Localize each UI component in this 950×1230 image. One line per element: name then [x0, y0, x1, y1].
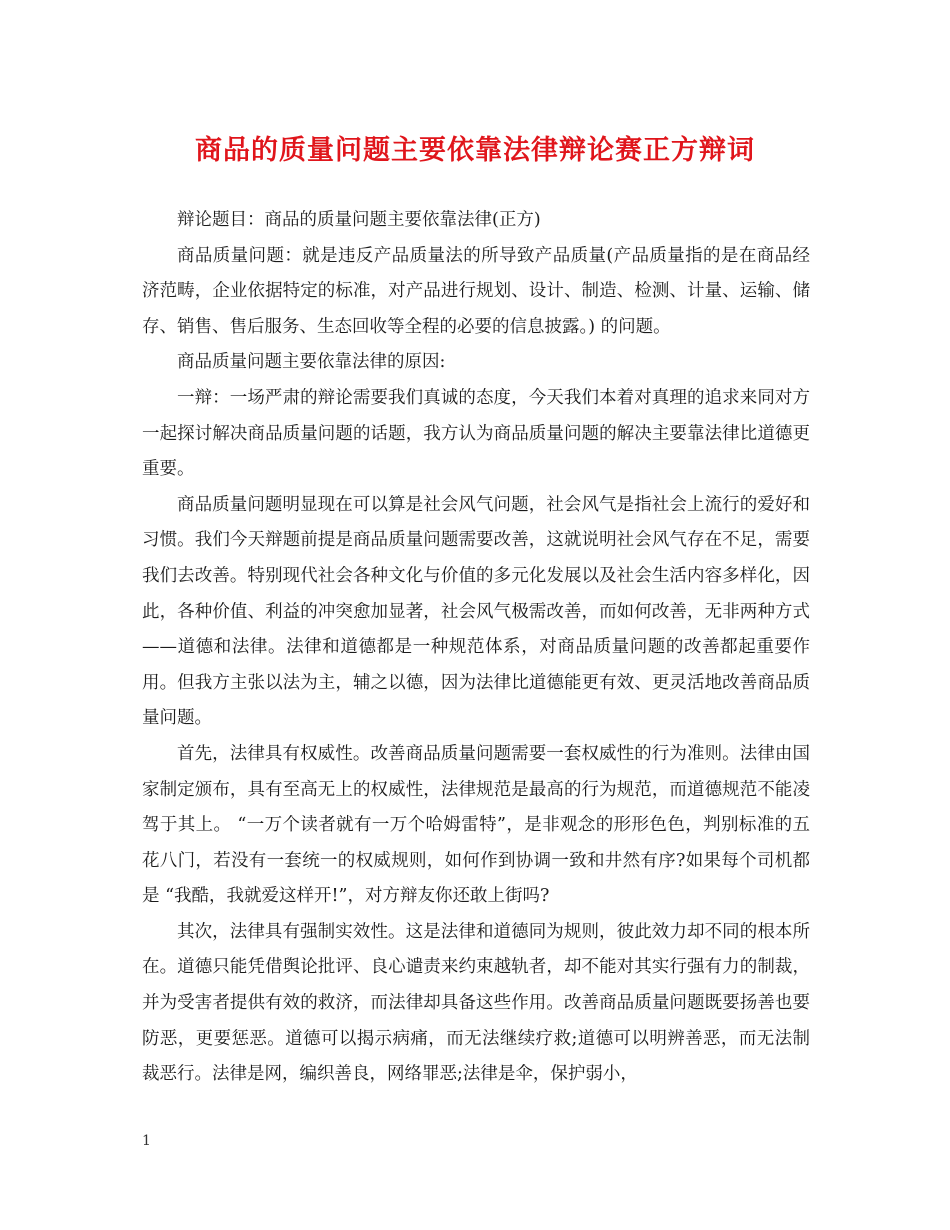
paragraph-first-debater: 一辩：一场严肃的辩论需要我们真诚的态度，今天我们本着对真理的追求来同对方一起探讨解决商品质量问题的话题，我方认为商品质量问题的解决主要靠法律比道德更重要。 — [142, 387, 810, 480]
paragraph-authority: 首先，法律具有权威性。改善商品质量问题需要一套权威性的行为准则。法律由国家制定颁布，具有至高无上的权威性，法律规范是最高的行为规范，而道德规范不能凌驾于其上。 “一万个读者就有一万个哈姆雷特”，是非观念的形形色色，判别标准的五花八门，若没有一套统一的权威规则，如何作到协调一致和井然有序?如果每个司机都是 “我酷，我就爱这样开!”，对方辩友你还敢上街吗? — [142, 743, 810, 907]
document-title: 商品的质量问题主要依靠法律辩论赛正方辩词 — [195, 135, 755, 166]
paragraph-reasons-heading: 商品质量问题主要依靠法律的原因: — [177, 352, 446, 373]
paragraph-debate-topic: 辩论题目：商品的质量问题主要依靠法律(正方) — [177, 210, 541, 230]
paragraph-definition: 商品质量问题：就是违反产品质量法的所导致产品质量(产品质量指的是在商品经济范畴，企业依据特定的标准，对产品进行规划、设计、制造、检测、计量、运输、储存、销售、售后服务、生态回收等全程的必要的信息披露。) 的问题。 — [142, 245, 810, 337]
paragraph-enforcement: 其次，法律具有强制实效性。这是法律和道德同为规则，彼此效力却不同的根本所在。道德只能凭借舆论批评、良心谴责来约束越轨者，却不能对其实行强有力的制裁，并为受害者提供有效的救济，而法律却具备这些作用。改善商品质量问题既要扬善也要防恶，更要惩恶。道德可以揭示病痛，而无法继续疗救;道德可以明辨善恶，而无法制裁恶行。法律是网，编织善良，网络罪恶;法律是伞，保护弱小， — [142, 921, 810, 1085]
page-number: 1 — [142, 1133, 151, 1149]
document-body — [142, 203, 810, 1093]
paragraph-social-atmosphere: 商品质量问题明显现在可以算是社会风气问题，社会风气是指社会上流行的爱好和习惯。我们今天辩题前提是商品质量问题需要改善，这就说明社会风气存在不足，需要我们去改善。特别现代社会各种文化与价值的多元化发展以及社会生活内容多样化，因此，各种价值、利益的冲突愈加显著，社会风气极需改善，而如何改善，无非两种方式——道德和法律。法律和道德都是一种规范体系，对商品质量问题的改善都起重要作用。但我方主张以法为主，辅之以德，因为法律比道德能更有效、更灵活地改善商品质量问题。 — [142, 494, 810, 729]
